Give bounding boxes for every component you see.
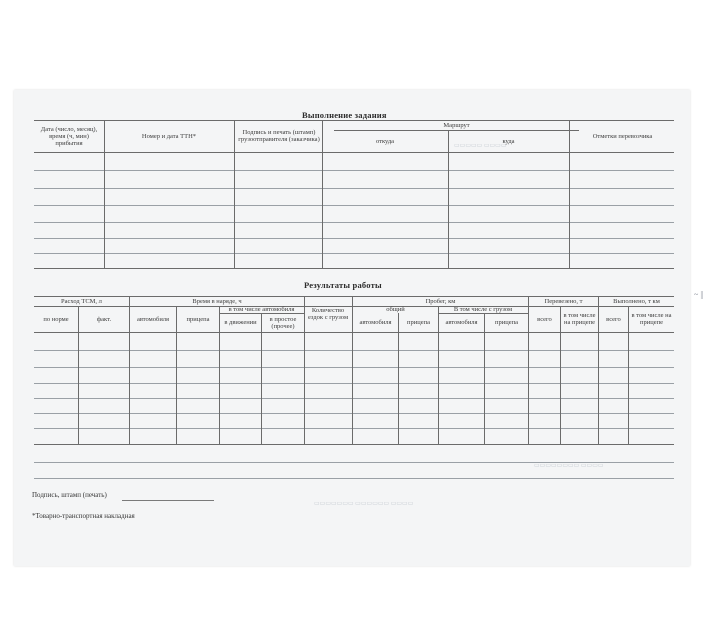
- s1-row-line: [34, 238, 674, 239]
- s2-col-m-trailer: прицепа: [407, 319, 430, 326]
- s1-row-line: [34, 170, 674, 171]
- signature-label: Подпись, штамп (печать): [32, 491, 107, 499]
- show-through-1: ▭▭▭▭▭ ▭▭▭▭: [454, 143, 507, 149]
- s2-col-m-trailer2: прицепа: [495, 319, 518, 326]
- s2-col-time-incl: в том числе автомобиля: [228, 306, 295, 313]
- s1-header-bottom: [34, 152, 674, 153]
- s2-row-line: [34, 398, 674, 399]
- blank-line: [34, 462, 674, 463]
- s2-col-mileage: Пробег, км: [425, 298, 456, 305]
- s2-col-done-incl: в том числе на прицепе: [631, 312, 672, 326]
- s2-col-done: Выполнено, т км: [613, 298, 660, 305]
- s2-header-bottom: [34, 332, 674, 333]
- s1-col-from: откуда: [375, 137, 395, 145]
- s2-col-fuel-norm: по норме: [43, 315, 69, 323]
- s2-row-line: [34, 428, 674, 429]
- s1-route-sub-line: [334, 130, 579, 131]
- section1-title: Выполнение задания: [302, 110, 387, 120]
- s2-bottom-line: [34, 444, 674, 445]
- s2-col-done-total: всего: [606, 315, 621, 323]
- show-through-2: ▭▭▭▭▭▭▭▭ ▭▭▭▭: [534, 463, 604, 469]
- s1-row-line: [34, 188, 674, 189]
- s2-col-divider: [261, 313, 262, 444]
- s1-bottom-line: [34, 268, 674, 269]
- blank-line: [34, 478, 674, 479]
- s1-col-divider: [322, 120, 323, 268]
- edge-mark: ~ ||: [694, 290, 704, 299]
- s2-col-mileage-loaded: В том числе с грузом: [453, 306, 513, 313]
- s2-col-time-moving: в движении: [224, 319, 257, 326]
- s1-col-divider: [104, 120, 105, 268]
- s2-row-line: [34, 367, 674, 368]
- s2-col-time: Время в наряде, ч: [192, 298, 242, 305]
- footnote: *Товарно-транспортная накладная: [32, 512, 135, 520]
- s1-col-signature: Подпись и печать (штамп) грузоотправителя (заказчика): [238, 129, 320, 143]
- show-through-3: ▭▭▭▭▭▭▭ ▭▭▭▭▭▭ ▭▭▭▭: [314, 501, 414, 507]
- s1-col-notes: Отметки перевозчика: [592, 132, 653, 140]
- s2-col-time-car: автомобиля: [136, 315, 170, 323]
- s1-row-line: [34, 222, 674, 223]
- s1-col-to: куда: [502, 137, 515, 145]
- s2-col-time-idle: в простое (прочее): [269, 315, 297, 330]
- waybill-sheet: [14, 90, 704, 566]
- s2-col-tr-total: всего: [537, 315, 552, 323]
- s2-col-fuel-fact: факт.: [96, 315, 112, 323]
- s1-row-line: [34, 205, 674, 206]
- s1-col-divider: [234, 120, 235, 268]
- s2-col-m-car: автомобиля: [359, 319, 392, 326]
- s1-col-ttn: Номер и дата ТТН*: [141, 132, 197, 140]
- s2-col-divider: [484, 313, 485, 444]
- s2-row-line: [34, 413, 674, 414]
- s1-row-line: [34, 253, 674, 254]
- signature-line: [122, 500, 214, 501]
- s2-col-time-trailer: прицепа: [186, 315, 210, 323]
- s2-col-transported: Перевезено, т: [544, 298, 583, 305]
- s2-row-line: [34, 383, 674, 384]
- s2-col-fuel: Расход ТСМ, л: [61, 298, 102, 305]
- section2-title: Результаты работы: [304, 280, 382, 290]
- s1-col-divider: [569, 120, 570, 268]
- s2-col-mileage-total: общий: [386, 306, 405, 313]
- s1-col-route: Маршрут: [443, 121, 470, 129]
- s2-col-divider: [398, 313, 399, 444]
- s1-col-date: Дата (число, месяц), время (ч, мин) прибытия: [40, 125, 98, 147]
- s2-col-m-car2: автомобиля: [445, 319, 478, 326]
- s1-col-divider: [448, 130, 449, 268]
- s2-col-rides: Количество ездок с грузом: [307, 307, 349, 321]
- s2-col-tr-incl: в том числе на прицепе: [563, 312, 596, 326]
- s2-row-line: [34, 350, 674, 351]
